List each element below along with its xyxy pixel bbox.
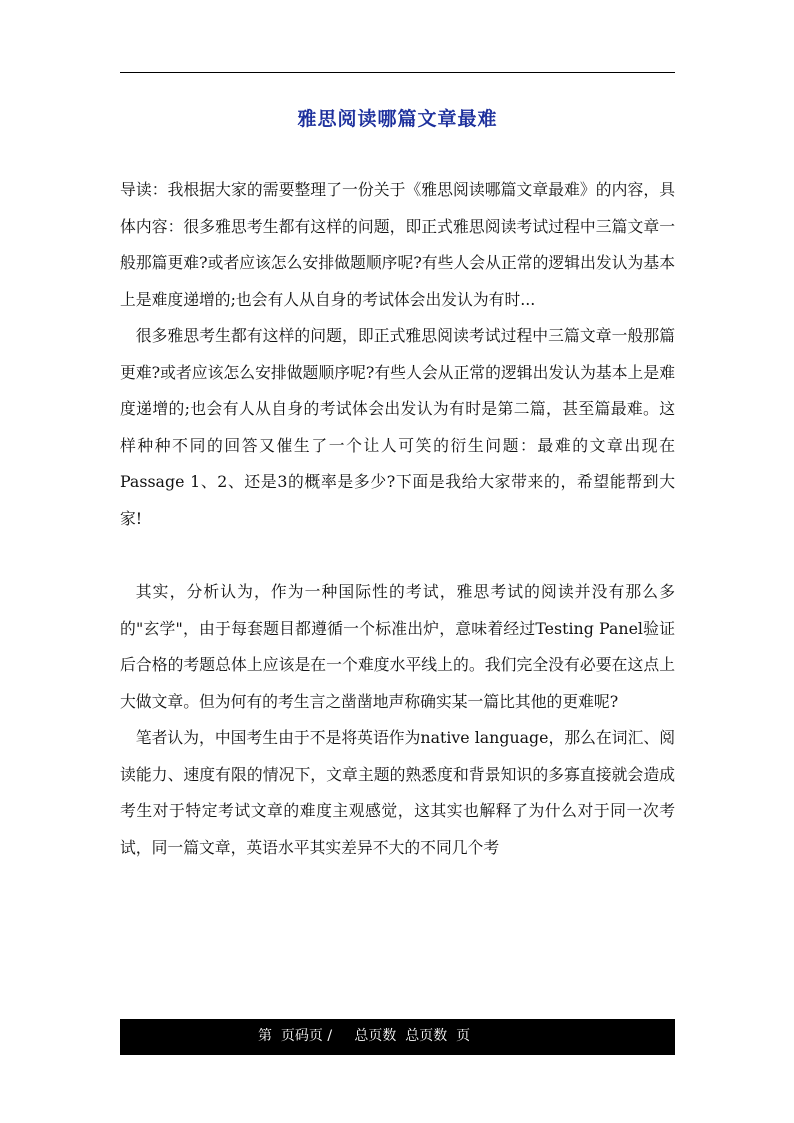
body-paragraph: 笔者认为，中国考生由于不是将英语作为native language，那么在词汇、阅读能力、速度有限的情况下，文章主题的熟悉度和背景知识的多寡直接就会造成考生对于特定考试文章的难度主观感觉，这其实也解释了为什么对于同一次考试，同一篇文章，英语水平其实差异不大的不同几个考 (120, 728, 675, 857)
document-title: 雅思阅读哪篇文章最难 (297, 108, 498, 130)
body-paragraph: 很多雅思考生都有这样的问题，即正式雅思阅读考试过程中三篇文章一般那篇更难?或者应该怎么安排做题顺序呢?有些人会从正常的逻辑出发认为基本上是难度递增的;也会有人从自身的考试体会出发认为有时是第二篇，甚至篇最难。这样种种不同的回答又催生了一个让人可笑的衍生问题：最难的文章出现在Passage 1、2、还是3的概率是多少?下面是我给大家带来的，希望能帮到大家! (120, 326, 675, 528)
page-number-text: 第 页码页 / 总页数 总页数 页 (258, 1028, 471, 1044)
paragraph-spacer (120, 537, 675, 574)
intro-paragraph: 导读：我根据大家的需要整理了一份关于《雅思阅读哪篇文章最难》的内容，具体内容：很多雅思考生都有这样的问题，即正式雅思阅读考试过程中三篇文章一般那篇更难?或者应该怎么安排做题顺序呢?有些人会从正常的逻辑出发认为基本上是难度递增的;也会有人从自身的考试体会出发认为有时... (120, 180, 675, 309)
body-paragraph: 其实，分析认为，作为一种国际性的考试，雅思考试的阅读并没有那么多的"玄学"，由于每套题目都遵循一个标准出炉，意味着经过Testing Panel验证后合格的考题总体上应该是在一个难度水平线上的。我们完全没有必要在这点上大做文章。但为何有的考生言之凿凿地声称确实某一篇比其他的更难呢? (120, 582, 675, 711)
header-rule (120, 72, 675, 73)
page-footer (120, 1019, 675, 1055)
document-body (120, 172, 675, 866)
